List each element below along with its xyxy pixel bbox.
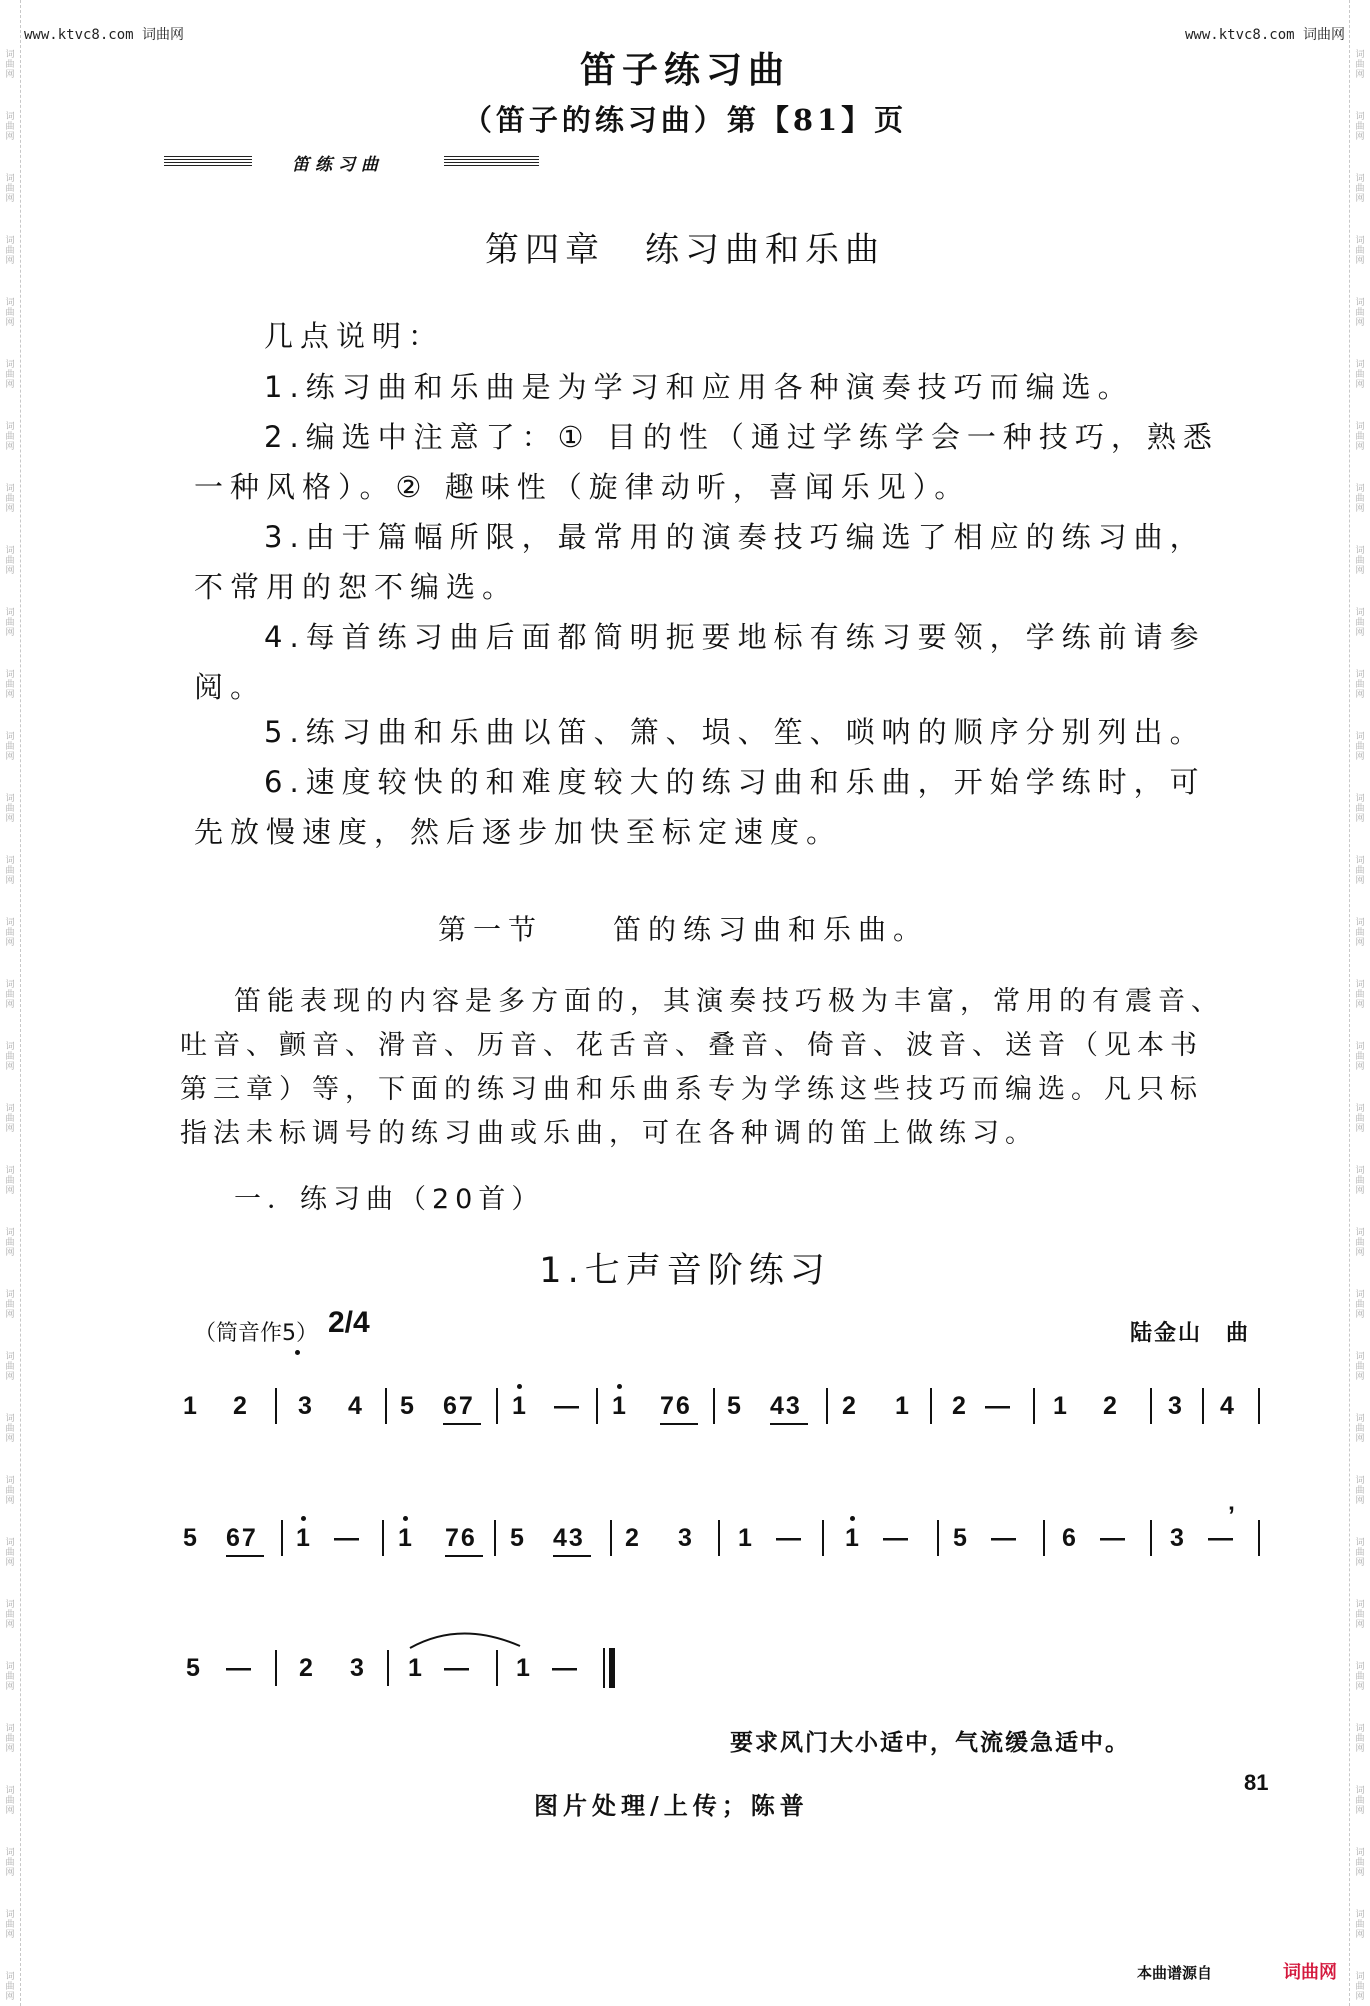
score-note: 1 bbox=[398, 1524, 412, 1552]
watermark-mark: 词曲网 bbox=[1355, 236, 1365, 266]
score-note: 5 bbox=[186, 1654, 200, 1682]
watermark-mark: 词曲网 bbox=[1355, 1042, 1365, 1072]
page-number: 81 bbox=[1244, 1770, 1269, 1795]
score-note: 3 bbox=[678, 1524, 692, 1552]
note-line: 不常用的恕不编选。 bbox=[194, 570, 519, 604]
bar-line bbox=[713, 1388, 715, 1424]
eighth-note-underline bbox=[770, 1423, 808, 1425]
eighth-note-underline bbox=[660, 1423, 698, 1425]
bar-line bbox=[1150, 1388, 1152, 1424]
bar-line bbox=[1202, 1388, 1204, 1424]
watermark-mark: 词曲网 bbox=[5, 1042, 15, 1072]
high-octave-dot bbox=[403, 1516, 408, 1521]
score-note: — bbox=[776, 1524, 801, 1552]
left-watermark-strip bbox=[0, 0, 21, 2006]
score-note: 3 bbox=[1170, 1524, 1184, 1552]
high-octave-dot bbox=[617, 1384, 622, 1389]
score-note: 4 bbox=[1220, 1392, 1234, 1420]
score-note: ’ bbox=[1228, 1502, 1235, 1530]
section-title: 第一节 笛的练习曲和乐曲。 bbox=[438, 913, 929, 946]
watermark-mark: 词曲网 bbox=[5, 174, 15, 204]
running-head-rule-left bbox=[164, 156, 252, 168]
bar-line bbox=[387, 1650, 389, 1686]
note-line: 6.速度较快的和难度较大的练习曲和乐曲，开始学练时，可 bbox=[264, 765, 1206, 799]
watermark-mark: 词曲网 bbox=[1355, 670, 1365, 700]
site-url-left: www.ktvc8.com 词曲网 bbox=[24, 27, 185, 43]
watermark-mark: 词曲网 bbox=[1355, 1972, 1365, 2002]
score-note: 67 bbox=[226, 1524, 258, 1552]
score-note: — bbox=[985, 1392, 1010, 1420]
key-signature: （筒音作5） bbox=[194, 1321, 318, 1346]
watermark-mark: 词曲网 bbox=[5, 1290, 15, 1320]
watermark-mark: 词曲网 bbox=[1355, 794, 1365, 824]
watermark-mark: 词曲网 bbox=[5, 546, 15, 576]
score-note: 3 bbox=[350, 1654, 364, 1682]
bar-line bbox=[1258, 1520, 1260, 1556]
watermark-mark: 词曲网 bbox=[1355, 360, 1365, 390]
watermark-mark: 词曲网 bbox=[5, 670, 15, 700]
note-line: 5.练习曲和乐曲以笛、箫、埙、笙、唢呐的顺序分别列出。 bbox=[264, 715, 1206, 749]
watermark-mark: 词曲网 bbox=[1355, 1290, 1365, 1320]
bar-line bbox=[609, 1648, 615, 1688]
bar-line bbox=[1258, 1388, 1260, 1424]
watermark-mark: 词曲网 bbox=[1355, 980, 1365, 1010]
time-signature: 2/4 bbox=[328, 1306, 370, 1339]
watermark-mark: 词曲网 bbox=[5, 856, 15, 886]
watermark-mark: 词曲网 bbox=[5, 1352, 15, 1382]
watermark-mark: 词曲网 bbox=[1355, 1414, 1365, 1444]
score-note: 6 bbox=[1062, 1524, 1076, 1552]
right-watermark-strip bbox=[1349, 0, 1370, 2006]
watermark-mark: 词曲网 bbox=[5, 1104, 15, 1134]
running-head bbox=[164, 150, 539, 174]
watermark-mark: 词曲网 bbox=[1355, 50, 1365, 80]
bar-line bbox=[937, 1520, 939, 1556]
score-note: — bbox=[1208, 1524, 1233, 1552]
eighth-note-underline bbox=[443, 1423, 481, 1425]
watermark-mark: 词曲网 bbox=[5, 1910, 15, 1940]
watermark-mark: 词曲网 bbox=[5, 112, 15, 142]
score-note: — bbox=[883, 1524, 908, 1552]
watermark-mark: 词曲网 bbox=[5, 1414, 15, 1444]
score-note: 3 bbox=[1168, 1392, 1182, 1420]
bar-line bbox=[1150, 1520, 1152, 1556]
bar-line bbox=[822, 1520, 824, 1556]
score-note: — bbox=[554, 1392, 579, 1420]
bar-line bbox=[826, 1388, 828, 1424]
score-note: 3 bbox=[298, 1392, 312, 1420]
score-note: 5 bbox=[183, 1524, 197, 1552]
watermark-mark: 词曲网 bbox=[5, 1662, 15, 1692]
watermark-mark: 词曲网 bbox=[5, 1786, 15, 1816]
score-note: — bbox=[1100, 1524, 1125, 1552]
watermark-mark: 词曲网 bbox=[5, 360, 15, 390]
bar-line bbox=[385, 1388, 387, 1424]
running-head-rule-right bbox=[444, 156, 539, 168]
watermark-mark: 词曲网 bbox=[1355, 856, 1365, 886]
score-note: 2 bbox=[1103, 1392, 1117, 1420]
image-credit: 图片处理/上传；陈普 bbox=[534, 1791, 809, 1820]
score-note: — bbox=[991, 1524, 1016, 1552]
watermark-mark: 词曲网 bbox=[5, 484, 15, 514]
score-note: 4 bbox=[348, 1392, 362, 1420]
watermark-mark: 词曲网 bbox=[1355, 1476, 1365, 1506]
score-note: 1 bbox=[408, 1654, 422, 1682]
score-note: 76 bbox=[445, 1524, 477, 1552]
watermark-mark: 词曲网 bbox=[5, 1724, 15, 1754]
note-line: 2.编选中注意了：① 目的性（通过学练学会一种技巧，熟悉 bbox=[264, 420, 1219, 454]
watermark-mark: 词曲网 bbox=[1355, 1786, 1365, 1816]
watermark-mark: 词曲网 bbox=[1355, 1910, 1365, 1940]
watermark-mark: 词曲网 bbox=[1355, 732, 1365, 762]
watermark-mark: 词曲网 bbox=[1355, 1166, 1365, 1196]
page-title: 笛子练习曲 bbox=[579, 49, 790, 91]
eighth-note-underline bbox=[226, 1555, 264, 1557]
bar-line bbox=[596, 1388, 598, 1424]
source-label: 本曲谱源自 bbox=[1137, 1964, 1213, 1982]
watermark-mark: 词曲网 bbox=[5, 732, 15, 762]
watermark-mark: 词曲网 bbox=[1355, 298, 1365, 328]
bar-line bbox=[494, 1520, 496, 1556]
score-note: 2 bbox=[952, 1392, 966, 1420]
watermark-mark: 词曲网 bbox=[1355, 1104, 1365, 1134]
score-note: 2 bbox=[299, 1654, 313, 1682]
score-note: 1 bbox=[183, 1392, 197, 1420]
high-octave-dot bbox=[517, 1384, 522, 1389]
bar-line bbox=[930, 1388, 932, 1424]
score-note: — bbox=[334, 1524, 359, 1552]
watermark-mark: 词曲网 bbox=[1355, 174, 1365, 204]
composer: 陆金山 曲 bbox=[1130, 1321, 1251, 1346]
score-note: 1 bbox=[1053, 1392, 1067, 1420]
bar-line bbox=[1033, 1388, 1035, 1424]
watermark-mark: 词曲网 bbox=[1355, 546, 1365, 576]
note-line: 一种风格）。② 趣味性（旋律动听，喜闻乐见）。 bbox=[194, 470, 971, 504]
watermark-mark: 词曲网 bbox=[1355, 422, 1365, 452]
bar-line bbox=[603, 1648, 605, 1688]
score-note: 2 bbox=[842, 1392, 856, 1420]
score-note: 43 bbox=[770, 1392, 802, 1420]
page-subtitle: （笛子的练习曲）第【81】页 bbox=[462, 103, 908, 137]
watermark-mark: 词曲网 bbox=[5, 1972, 15, 2002]
score-note: — bbox=[444, 1654, 469, 1682]
section-body-line: 指法未标调号的练习曲或乐曲，可在各种调的笛上做练习。 bbox=[180, 1118, 1038, 1149]
score-note: 1 bbox=[895, 1392, 909, 1420]
watermark-mark: 词曲网 bbox=[1355, 918, 1365, 948]
watermark-mark: 词曲网 bbox=[5, 1538, 15, 1568]
watermark-mark: 词曲网 bbox=[5, 1848, 15, 1878]
watermark-mark: 词曲网 bbox=[5, 608, 15, 638]
running-head-label: 笛练习曲 bbox=[292, 155, 384, 175]
score-note: 1 bbox=[738, 1524, 752, 1552]
watermark-mark: 词曲网 bbox=[1355, 1724, 1365, 1754]
piece-title: 1.七声音阶练习 bbox=[539, 1251, 831, 1291]
bar-line bbox=[382, 1520, 384, 1556]
score-note: — bbox=[552, 1654, 577, 1682]
bar-line bbox=[275, 1650, 277, 1686]
score-note: 5 bbox=[727, 1392, 741, 1420]
score-note: 67 bbox=[443, 1392, 475, 1420]
bar-line bbox=[1043, 1520, 1045, 1556]
section-body-line: 第三章）等，下面的练习曲和乐曲系专为学练这些技巧而编选。凡只标 bbox=[180, 1074, 1203, 1105]
watermark-mark: 词曲网 bbox=[1355, 1228, 1365, 1258]
bar-line bbox=[610, 1520, 612, 1556]
watermark-mark: 词曲网 bbox=[5, 50, 15, 80]
high-octave-dot bbox=[850, 1516, 855, 1521]
eighth-note-underline bbox=[445, 1555, 483, 1557]
score-note: 76 bbox=[660, 1392, 692, 1420]
note-line: 4.每首练习曲后面都简明扼要地标有练习要领，学练前请参 bbox=[264, 620, 1206, 654]
score-note: 5 bbox=[510, 1524, 524, 1552]
section-body-line: 笛能表现的内容是多方面的，其演奏技巧极为丰富，常用的有震音、 bbox=[234, 986, 1224, 1017]
note-line: 1.练习曲和乐曲是为学习和应用各种演奏技巧而编选。 bbox=[264, 370, 1134, 404]
watermark-mark: 词曲网 bbox=[1355, 112, 1365, 142]
watermark-mark: 词曲网 bbox=[5, 1600, 15, 1630]
watermark-mark: 词曲网 bbox=[5, 918, 15, 948]
note-line: 先放慢速度，然后逐步加快至标定速度。 bbox=[194, 815, 843, 849]
note-line: 阅。 bbox=[194, 670, 267, 704]
watermark-mark: 词曲网 bbox=[5, 1166, 15, 1196]
watermark-mark: 词曲网 bbox=[5, 980, 15, 1010]
high-octave-dot bbox=[301, 1516, 306, 1521]
bar-line bbox=[275, 1388, 277, 1424]
watermark-mark: 词曲网 bbox=[1355, 1538, 1365, 1568]
score-note: 1 bbox=[612, 1392, 626, 1420]
watermark-mark: 词曲网 bbox=[5, 1228, 15, 1258]
score-note: 43 bbox=[553, 1524, 585, 1552]
chapter-title: 第四章 练习曲和乐曲 bbox=[485, 230, 885, 270]
score-note: 2 bbox=[625, 1524, 639, 1552]
score-note: 5 bbox=[400, 1392, 414, 1420]
bar-line bbox=[718, 1520, 720, 1556]
score-note: 1 bbox=[845, 1524, 859, 1552]
watermark-mark: 词曲网 bbox=[1355, 1662, 1365, 1692]
watermark-mark: 词曲网 bbox=[5, 298, 15, 328]
score-note: — bbox=[226, 1654, 251, 1682]
watermark-mark: 词曲网 bbox=[1355, 608, 1365, 638]
sub-heading: 一．练习曲（20首） bbox=[234, 1184, 545, 1215]
watermark-mark: 词曲网 bbox=[5, 794, 15, 824]
bar-line bbox=[281, 1520, 283, 1556]
notes-heading: 几点说明： bbox=[264, 319, 445, 353]
score-note: 1 bbox=[296, 1524, 310, 1552]
watermark-mark: 词曲网 bbox=[5, 422, 15, 452]
watermark-mark: 词曲网 bbox=[1355, 1600, 1365, 1630]
watermark-mark: 词曲网 bbox=[5, 236, 15, 266]
watermark-mark: 词曲网 bbox=[1355, 1352, 1365, 1382]
score-note: 1 bbox=[512, 1392, 526, 1420]
watermark-mark: 词曲网 bbox=[1355, 484, 1365, 514]
low-octave-dot bbox=[295, 1350, 300, 1355]
eighth-note-underline bbox=[553, 1555, 591, 1557]
source-brand: 词曲网 bbox=[1283, 1962, 1337, 1983]
site-url-right: www.ktvc8.com 词曲网 bbox=[1185, 27, 1346, 43]
score-note: 5 bbox=[953, 1524, 967, 1552]
practice-note: 要求风门大小适中，气流缓急适中。 bbox=[730, 1730, 1130, 1756]
bar-line bbox=[496, 1388, 498, 1424]
score-note: 1 bbox=[516, 1654, 530, 1682]
watermark-mark: 词曲网 bbox=[5, 1476, 15, 1506]
note-line: 3.由于篇幅所限，最常用的演奏技巧编选了相应的练习曲， bbox=[264, 520, 1206, 554]
watermark-mark: 词曲网 bbox=[1355, 1848, 1365, 1878]
score-note: 2 bbox=[233, 1392, 247, 1420]
tie-slur bbox=[400, 1618, 580, 1658]
section-body-line: 吐音、颤音、滑音、历音、花舌音、叠音、倚音、波音、送音（见本书 bbox=[180, 1030, 1203, 1061]
